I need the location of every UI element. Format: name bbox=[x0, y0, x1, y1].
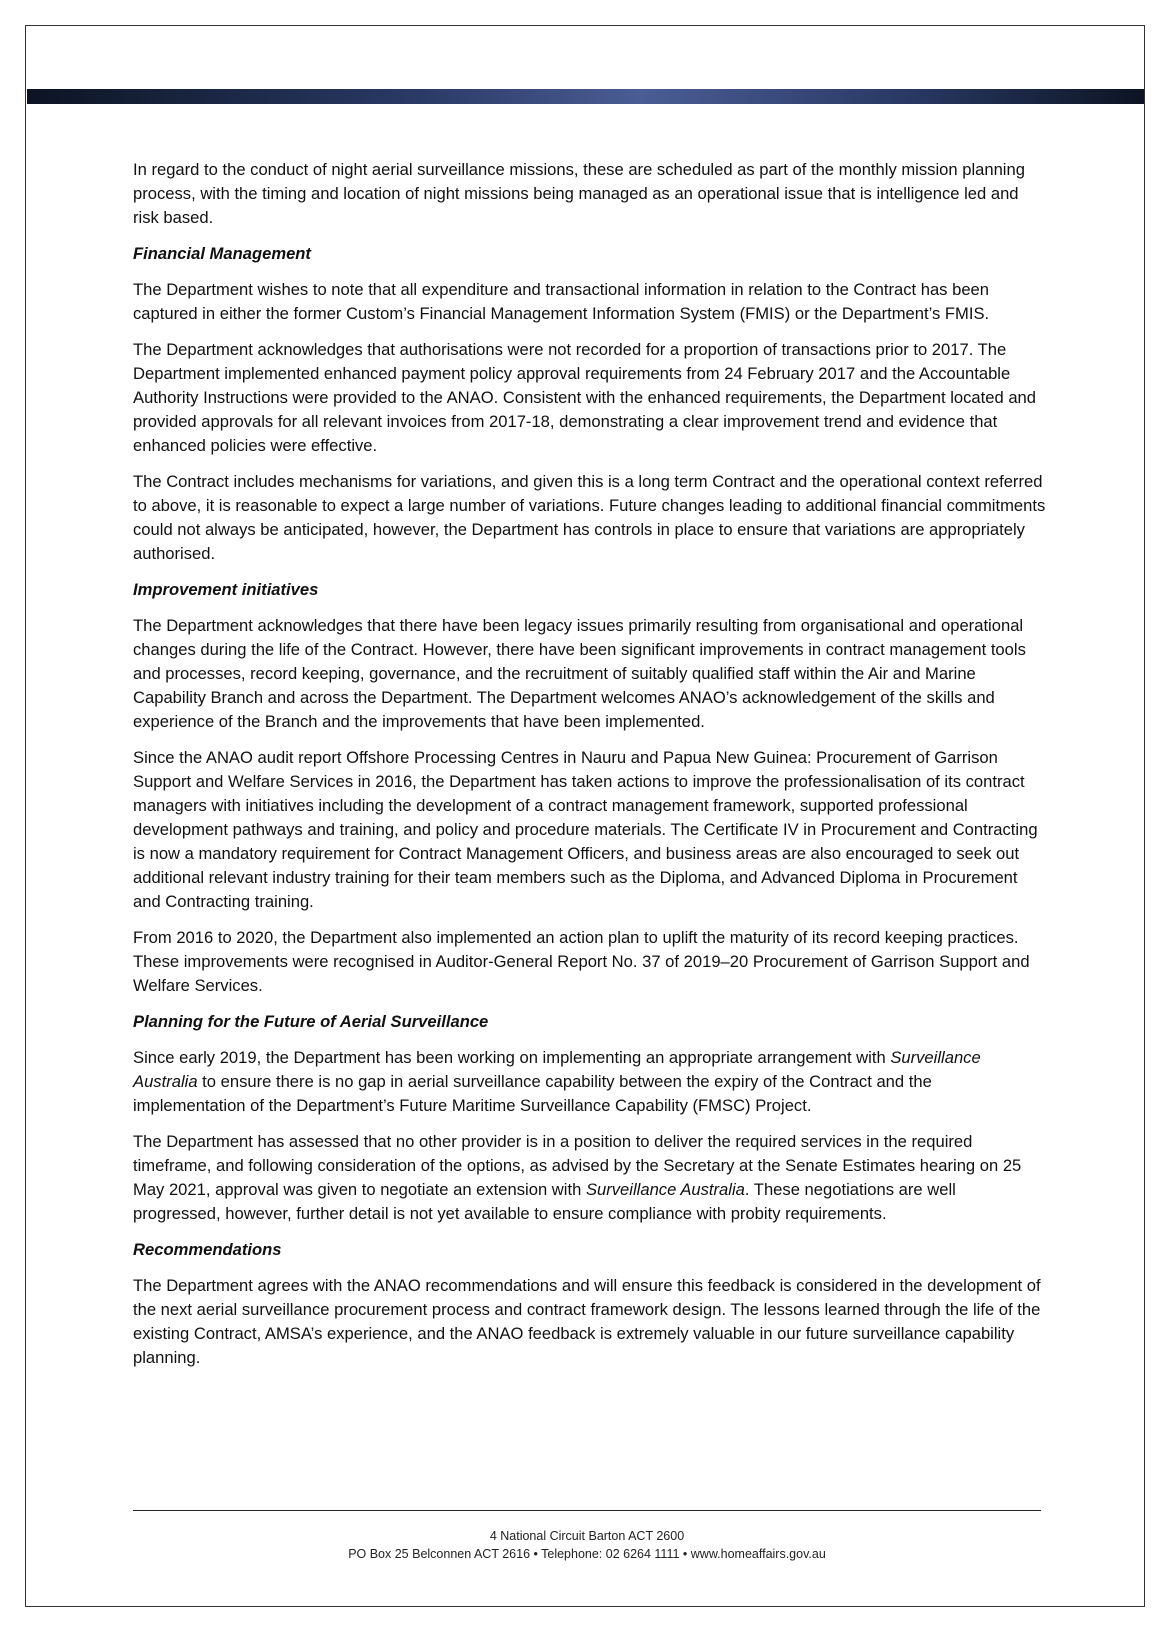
paragraph-record-keeping: From 2016 to 2020, the Department also implemented an action plan to uplift the maturity of its record keeping practices. These improvements were recognised in Auditor-General Report No. 37 of 2019–20 Procurement of Garrison Support and Welfare Services. bbox=[133, 928, 1030, 995]
italic-surveillance-australia: Surveillance Australia bbox=[585, 1180, 745, 1199]
letter-body bbox=[133, 158, 1048, 1382]
heading-financial-management: Financial Management bbox=[133, 244, 311, 263]
paragraph-arrangement: Since early 2019, the Department has been working on implementing an appropriate arrangement with Surveillance Australia to ensure there is no gap in aerial surveillance capability between the expiry of the Contract and the implementation of the Department’s Future Maritime Surveillance Capability (FMSC) Project. bbox=[133, 1048, 981, 1115]
italic-surveillance-australia: Surveillance Australia bbox=[133, 1048, 981, 1091]
heading-recommendations: Recommendations bbox=[133, 1240, 282, 1259]
footer-street-address: 4 National Circuit Barton ACT 2600 bbox=[489, 1529, 685, 1543]
footer-divider bbox=[133, 1510, 1041, 1511]
heading-planning-future: Planning for the Future of Aerial Surveillance bbox=[133, 1012, 489, 1031]
footer-contact-line: PO Box 25 Belconnen ACT 2616 • Telephone: 02 6264 1111 • www.homeaffairs.gov.au bbox=[348, 1547, 826, 1561]
paragraph-authorisations: The Department acknowledges that authorisations were not recorded for a proportion of transactions prior to 2017. The Department implemented enhanced payment policy approval requirements from 24 February 2017 and the Accountable Authority Instructions were provided to the ANAO. Consistent with the enhanced requirements, the Department located and provided approvals for all relevant invoices from 2017-18, demonstrating a clear improvement trend and evidence that enhanced policies were effective. bbox=[133, 340, 1037, 455]
paragraph-night-missions: In regard to the conduct of night aerial surveillance missions, these are scheduled as part of the monthly mission planning process, with the timing and location of night missions being managed as an operational issue that is intelligence led and risk based. bbox=[133, 160, 1025, 227]
paragraph-legacy-issues: The Department acknowledges that there have been legacy issues primarily resulting from organisational and operational changes during the life of the Contract. However, there have been significant improvements in contract management tools and processes, record keeping, governance, and the recruitment of suitably qualified staff within the Air and Marine Capability Branch and across the Department. The Department welcomes ANAO’s acknowledgement of the skills and experience of the Branch and the improvements that have been implemented. bbox=[133, 616, 1026, 731]
paragraph-professionalisation: Since the ANAO audit report Offshore Processing Centres in Nauru and Papua New Guinea: Procurement of Garrison Support and Welfare Services in 2016, the Department has taken actions to improve the professionalisation of its contract managers with initiatives including the development of a contract management framework, supported professional development pathways and training, and policy and procedure materials. The Certificate IV in Procurement and Contracting is now a mandatory requirement for Contract Management Officers, and business areas are also encouraged to seek out additional relevant industry training for their team members such as the Diploma, and Advanced Diploma in Procurement and Contracting training. bbox=[133, 748, 1038, 911]
footer-address bbox=[133, 1527, 1041, 1563]
paragraph-fmis: The Department wishes to note that all expenditure and transactional information in relation to the Contract has been captured in either the former Custom’s Financial Management Information System (FMIS) or the Department’s FMIS. bbox=[133, 280, 990, 323]
paragraph-recommendations: The Department agrees with the ANAO recommendations and will ensure this feedback is considered in the development of the next aerial surveillance procurement process and contract framework design. The lessons learned through the life of the existing Contract, AMSA’s experience, and the ANAO feedback is extremely valuable in our future surveillance capability planning. bbox=[133, 1276, 1041, 1367]
heading-improvement-initiatives: Improvement initiatives bbox=[133, 580, 319, 599]
paragraph-extension: The Department has assessed that no other provider is in a position to deliver the required services in the required timeframe, and following consideration of the options, as advised by the Secretary at the Senate Estimates hearing on 25 May 2021, approval was given to negotiate an extension with Surveillance Australia. These negotiations are well progressed, however, further detail is not yet available to ensure compliance with probity requirements. bbox=[133, 1132, 1022, 1223]
paragraph-variations: The Contract includes mechanisms for variations, and given this is a long term Contract and the operational context referred to above, it is reasonable to expect a large number of variations. Future changes leading to additional financial commitments could not always be anticipated, however, the Department has controls in place to ensure that variations are appropriately authorised. bbox=[133, 472, 1046, 563]
header-band bbox=[27, 89, 1144, 104]
